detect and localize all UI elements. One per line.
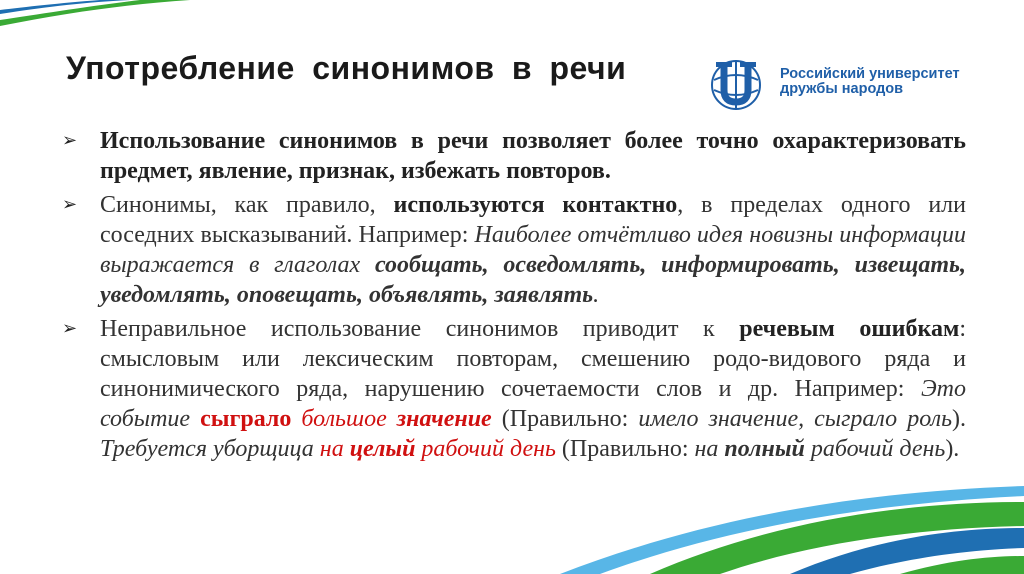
- bullet-segment: сообщать, осведомлять, информировать, извещать, уведомлять, оповещать, объявлять, заявлять: [100, 252, 966, 308]
- bullet-segment: Это событие: [100, 376, 966, 432]
- bullet-segment: ).: [952, 406, 966, 432]
- arrow-bullet-icon: ➢: [62, 318, 78, 339]
- top-wave-blue: [0, 0, 130, 14]
- bullet-segment: большое: [301, 406, 387, 432]
- bottom-wave-green: [650, 502, 1024, 574]
- bullet-segment: имело значение, сыграло роль: [638, 406, 952, 432]
- university-emblem-icon: [706, 56, 770, 112]
- bullet-segment: : смысловым или лексическим повторам, смешению родо-видового ряда и синонимического ряда, нарушению сочетаемости слов и др. Например:: [100, 316, 966, 402]
- university-logo: [706, 56, 996, 112]
- bottom-wave-light-blue: [560, 486, 1024, 574]
- bullet-segment: полный: [724, 436, 805, 462]
- university-name-line1: Российский университет: [780, 66, 960, 82]
- bullet-segment: значение: [396, 406, 492, 432]
- bullet-segment: [291, 406, 301, 432]
- bullet-segment: рабочий день: [415, 436, 556, 462]
- bullet-segment: речевым ошибкам: [739, 316, 960, 342]
- bullet-segment: (Правильно:: [555, 436, 695, 462]
- university-name-line2: дружбы народов: [780, 81, 904, 97]
- bullet-segment: используются контактно: [393, 192, 678, 218]
- bullet-item: [62, 190, 966, 310]
- bullet-item: [62, 314, 966, 464]
- bullet-segment: Использование синонимов в речи позволяет более точно охарактеризовать предмет, явление, признак, избежать повторов.: [100, 128, 966, 184]
- bullet-segment: Неправильное использование синонимов приводит к: [100, 316, 740, 342]
- bullet-segment: рабочий день: [804, 436, 946, 462]
- university-name: [780, 67, 960, 97]
- bullet-text: [100, 314, 966, 464]
- top-wave-green: [0, 0, 190, 26]
- bullet-item: [62, 126, 966, 186]
- bullet-segment: ).: [945, 436, 960, 462]
- bullet-segment: сыграло: [200, 406, 292, 432]
- slide-title: Употребление синонимов в речи: [66, 50, 627, 86]
- bullet-segment: Требуется уборщица: [100, 436, 320, 462]
- bullet-segment: (Правильно:: [491, 406, 639, 432]
- bullet-text: [100, 126, 966, 186]
- slide-content: [62, 126, 966, 468]
- arrow-bullet-icon: ➢: [62, 194, 78, 215]
- bullet-segment: , в пределах одного или соседних высказываний. Например:: [100, 192, 967, 248]
- bullet-segment: .: [593, 282, 600, 308]
- bullet-segment: на: [694, 436, 725, 462]
- bullet-text: [100, 190, 966, 310]
- bottom-wave-green-2: [900, 556, 1024, 574]
- arrow-bullet-icon: ➢: [62, 130, 78, 151]
- bullet-segment: Синонимы, как правило,: [100, 192, 394, 218]
- bullet-segment: [387, 406, 397, 432]
- bullet-segment: на: [319, 436, 350, 462]
- bullet-segment: целый: [349, 436, 416, 462]
- bullet-segment: Наиболее отчётливо идея новизны информации выражается в глаголах: [100, 222, 967, 278]
- bottom-wave-blue: [790, 528, 1024, 574]
